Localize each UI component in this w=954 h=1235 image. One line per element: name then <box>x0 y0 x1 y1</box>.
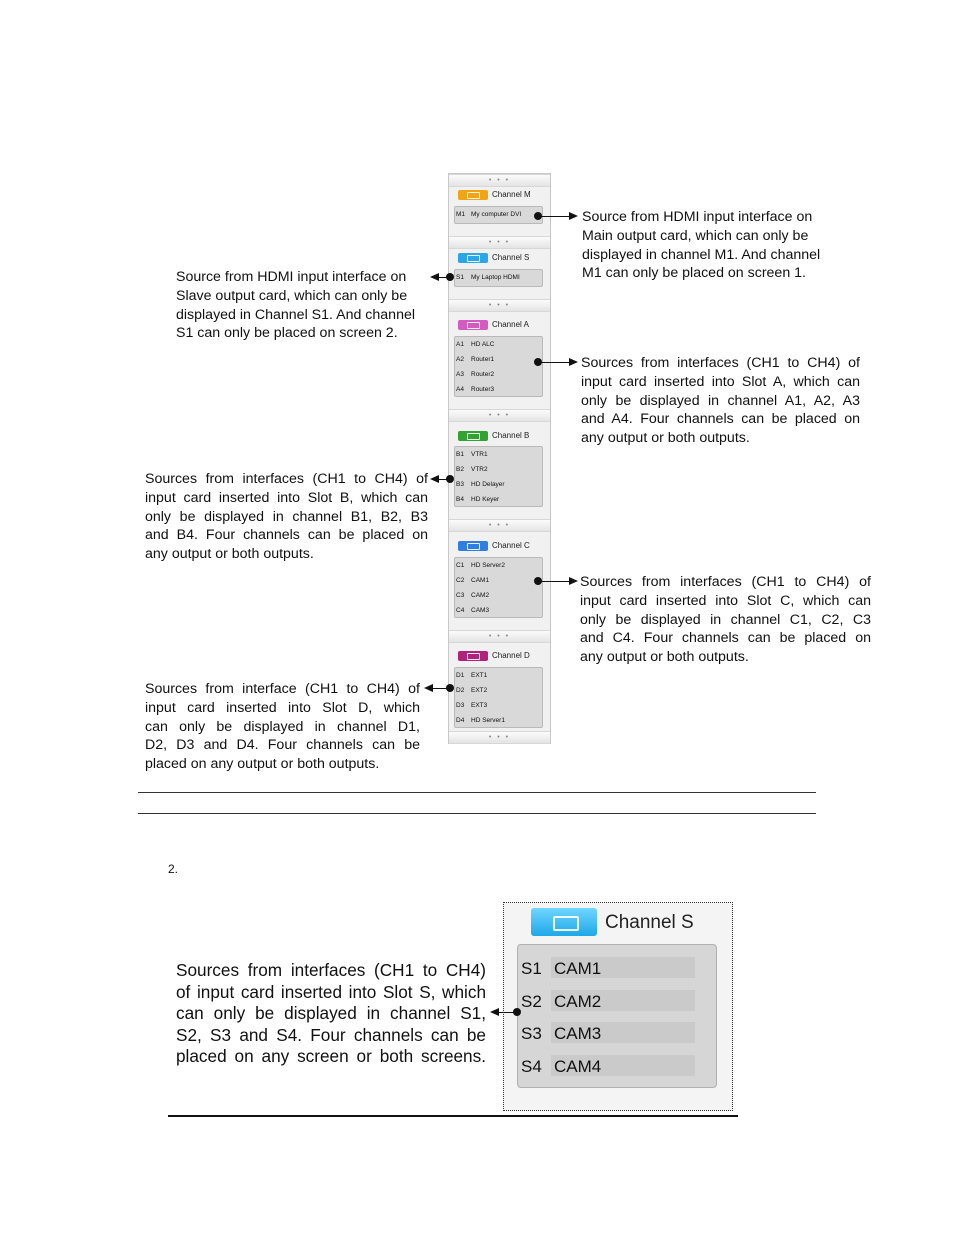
list-item[interactable]: S4 CAM4 <box>521 1051 711 1083</box>
list-item[interactable]: S1 My Laptop HDMI <box>456 274 520 281</box>
drag-handle-dots[interactable]: • • • <box>449 630 550 643</box>
channel-c-list <box>454 557 543 618</box>
list-item[interactable]: B1 VTR1 <box>456 451 488 458</box>
step-number: 2. <box>168 862 179 876</box>
channel-c-name: Channel C <box>492 541 530 550</box>
list-item[interactable]: C4 CAM3 <box>456 607 490 614</box>
callout-arrow-line <box>498 1012 514 1013</box>
callout-dot <box>513 1008 521 1016</box>
note-channel-s: Source from HDMI input interface on Slave output card, which can only be displayed in Channel S1. And channel S1 can only be placed on screen 2. <box>176 269 415 342</box>
note-channel-d: Sources from interface (CH1 to CH4) of input card inserted into Slot D, which can only be displayed in channel D1, D2, D3 and D4. Four channels can be placed on any output or both outputs. <box>145 681 420 773</box>
callout-arrow-line <box>540 581 570 582</box>
channel-s-name: Channel S <box>492 253 530 262</box>
channel-m-list <box>454 206 543 224</box>
arrow-right-icon <box>569 358 578 366</box>
channel-a-icon <box>458 320 488 330</box>
list-item[interactable]: S1 CAM1 <box>521 953 711 985</box>
channel-s-list <box>517 944 717 1088</box>
channel-b-name: Channel B <box>492 431 530 440</box>
callout-arrow-line <box>540 216 570 217</box>
channel-s-header[interactable] <box>449 250 550 267</box>
list-item[interactable]: A2 Router1 <box>456 356 495 363</box>
channel-s-title: Channel S <box>605 912 694 933</box>
channel-s-detail-panel <box>503 902 733 1111</box>
channel-d-icon <box>458 651 488 661</box>
list-item[interactable]: S3 CAM3 <box>521 1018 711 1050</box>
list-item[interactable]: C3 CAM2 <box>456 592 490 599</box>
callout-dot <box>446 684 454 692</box>
channel-s-icon <box>458 253 488 263</box>
list-item[interactable]: A4 Router3 <box>456 386 495 393</box>
list-item[interactable]: D1 EXT1 <box>456 672 488 679</box>
list-item[interactable]: D4 HD Server1 <box>456 717 505 724</box>
list-item[interactable]: D2 EXT2 <box>456 687 488 694</box>
list-item[interactable]: A3 Router2 <box>456 371 495 378</box>
channel-d-name: Channel D <box>492 651 530 660</box>
drag-handle-dots[interactable]: • • • <box>449 519 550 532</box>
divider <box>138 792 816 793</box>
divider <box>168 1115 738 1117</box>
drag-handle-dots[interactable]: • • • <box>449 409 550 422</box>
channel-m-name: Channel M <box>492 190 531 199</box>
channel-a-header[interactable] <box>449 317 550 334</box>
callout-arrow-line <box>540 362 570 363</box>
channel-b-icon <box>458 431 488 441</box>
list-item[interactable]: B3 HD Delayer <box>456 481 505 488</box>
note-channel-c: Sources from interfaces (CH1 to CH4) of input card inserted into Slot C, which can only be displayed in channel C1, C2, C3 and C4. Four channels can be placed on any output or both outputs. <box>580 574 871 666</box>
channel-d-list <box>454 667 543 728</box>
list-item[interactable]: B2 VTR2 <box>456 466 488 473</box>
channel-s-icon <box>531 908 597 936</box>
channel-a-list <box>454 336 543 397</box>
list-item[interactable]: C2 CAM1 <box>456 577 490 584</box>
channel-panel <box>448 173 551 744</box>
note-channel-a: Sources from interfaces (CH1 to CH4) of input card inserted into Slot A, which can only be displayed in channel A1, A2, A3 and A4. Four channels can be placed on any output or both outputs. <box>581 355 860 447</box>
callout-dot <box>446 273 454 281</box>
channel-s-list <box>454 269 543 287</box>
divider <box>138 813 816 814</box>
channel-c-header[interactable] <box>449 538 550 555</box>
channel-a-name: Channel A <box>492 320 529 329</box>
list-item[interactable]: D3 EXT3 <box>456 702 488 709</box>
arrow-right-icon <box>569 577 578 585</box>
note-channel-b: Sources from interfaces (CH1 to CH4) of input card inserted into Slot B, which can only be displayed in channel B1, B2, B3 and B4. Four channels can be placed on any output or both outputs. <box>145 471 428 563</box>
channel-b-list <box>454 446 543 507</box>
list-item[interactable]: S2 CAM2 <box>521 986 711 1018</box>
channel-c-icon <box>458 541 488 551</box>
channel-b-header[interactable] <box>449 428 550 445</box>
list-item[interactable]: C1 HD Server2 <box>456 562 505 569</box>
note-channel-s-detail: Sources from interfaces (CH1 to CH4) of input card inserted into Slot S, which can only be displayed in channel S1, S2, S3 and S4. Four channels can be placed on any screen or both screens. <box>176 960 486 1066</box>
drag-handle-dots[interactable]: • • • <box>449 236 550 249</box>
channel-d-header[interactable] <box>449 648 550 665</box>
drag-handle-dots[interactable]: • • • <box>449 731 550 744</box>
arrow-right-icon <box>569 212 578 220</box>
channel-m-icon <box>458 190 488 200</box>
note-channel-m: Source from HDMI input interface on Main output card, which can only be displayed in channel M1. And channel M1 can only be placed on screen 1. <box>582 209 821 282</box>
drag-handle-dots[interactable]: • • • <box>449 299 550 312</box>
list-item[interactable]: M1 My computer DVI <box>456 211 522 218</box>
list-item[interactable]: A1 HD ALC <box>456 341 495 348</box>
list-item[interactable]: B4 HD Keyer <box>456 496 500 503</box>
drag-handle-dots[interactable]: • • • <box>449 174 550 187</box>
channel-m-header[interactable] <box>449 187 550 204</box>
callout-dot <box>446 475 454 483</box>
